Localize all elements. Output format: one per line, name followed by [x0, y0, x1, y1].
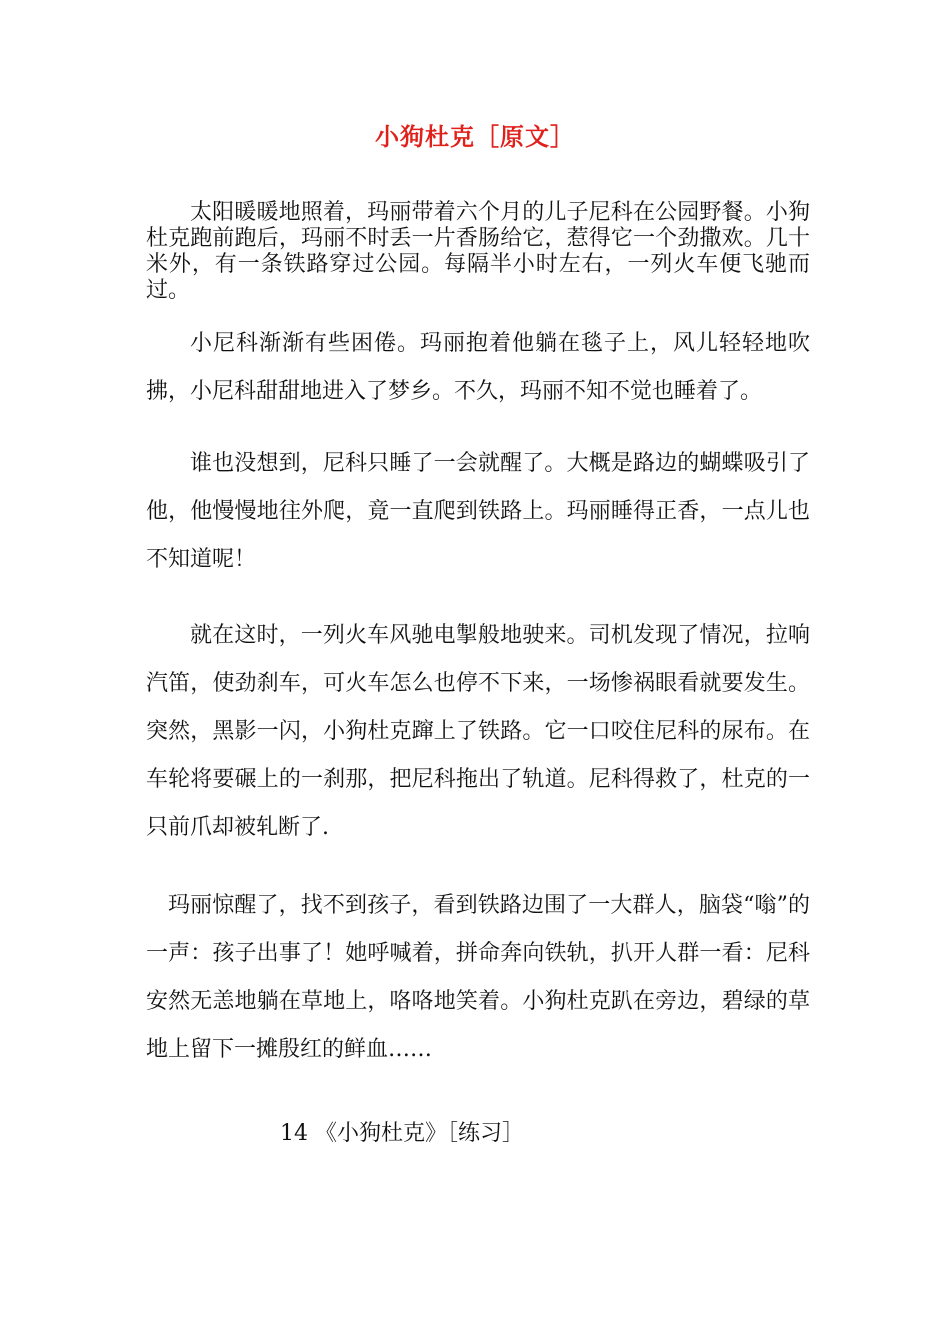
paragraph-2: 小尼科渐渐有些困倦。玛丽抱着他躺在毯子上，风儿轻轻地吹拂，小尼科甜甜地进入了梦乡。不久，玛丽不知不觉也睡着了。 — [146, 331, 810, 404]
document-title: 小狗杜克［原文］ — [375, 122, 575, 151]
paragraph-1: 太阳暖暖地照着，玛丽带着六个月的儿子尼科在公园野餐。小狗杜克跑前跑后，玛丽不时丢一片香肠给它，惹得它一个劲撒欢。几十米外，有一条铁路穿过公园。每隔半小时左右，一列火车便飞驰而过。 — [146, 200, 810, 303]
paragraph-4: 就在这时，一列火车风驰电掣般地驶来。司机发现了情况，拉响汽笛，使劲刹车，可火车怎么也停不下来，一场惨祸眼看就要发生。突然，黑影一闪，小狗杜克蹿上了铁路。它一口咬住尼科的尿布。在车轮将要碾上的一刹那，把尼科拖出了轨道。尼科得救了，杜克的一只前爪却被轧断了. — [146, 623, 810, 840]
paragraph-3: 谁也没想到，尼科只睡了一会就醒了。大概是路边的蝴蝶吸引了他，他慢慢地往外爬，竟一直爬到铁路上。玛丽睡得正香，一点儿也不知道呢！ — [146, 451, 810, 572]
exercise-heading: 14 《小狗杜克》［练习］ — [280, 1121, 524, 1146]
paragraph-5: 玛丽惊醒了，找不到孩子，看到铁路边围了一大群人，脑袋“嗡”的一声：孩子出事了！她呼喊着，拼命奔向铁轨，扒开人群一看：尼科安然无恙地躺在草地上，咯咯地笑着。小狗杜克趴在旁边，碧绿的草地上留下一摊殷红的鲜血…… — [146, 893, 810, 1062]
